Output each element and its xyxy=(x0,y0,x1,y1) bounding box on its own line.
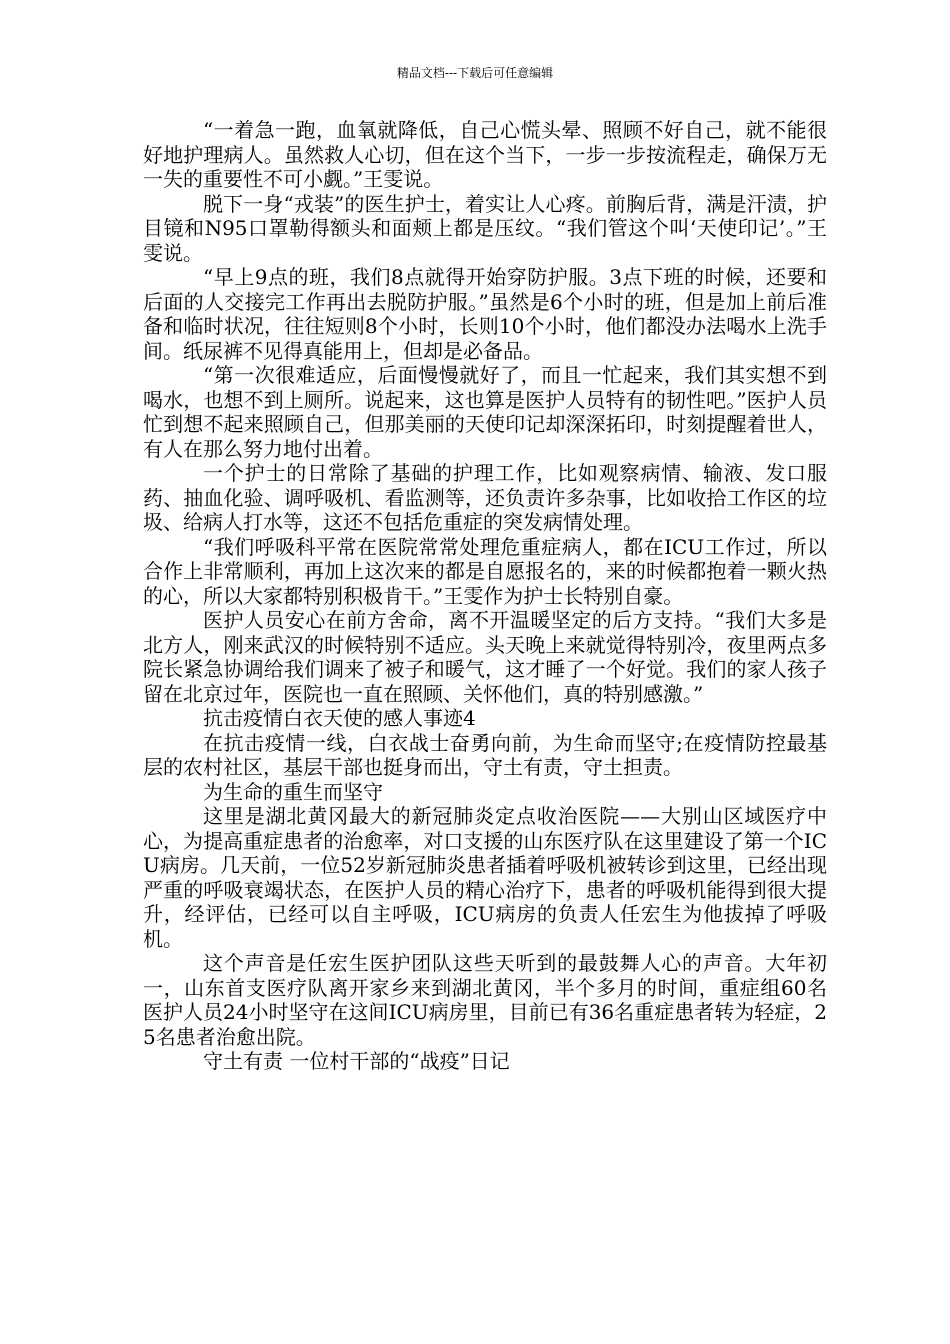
document-body xyxy=(143,118,827,1074)
section-heading: 抗击疫情白衣天使的感人事迹4 xyxy=(203,706,476,730)
paragraph: 这里是湖北黄冈最大的新冠肺炎定点收治医院——大别山区域医疗中心，为提高重症患者的治愈率，对口支援的山东医疗队在这里建设了第一个ICU病房。几天前，一位52岁新冠肺炎患者插着呼吸机被转诊到这里，已经出现严重的呼吸衰竭状态，在医护人员的精心治疗下，患者的呼吸机能得到很大提升，经评估，已经可以自主呼吸，ICU病房的负责人任宏生为他拔掉了呼吸机。 xyxy=(143,804,827,951)
section-heading: 守土有责 一位村干部的“战疫”日记 xyxy=(203,1049,510,1073)
paragraph: 医护人员安心在前方舍命，离不开温暖坚定的后方支持。“我们大多是北方人，刚来武汉的时候特别不适应。头天晚上来就觉得特别冷，夜里两点多院长紧急协调给我们调来了被子和暖气，这才睡了一个好觉。我们的家人孩子留在北京过年，医院也一直在照顾、关怀他们，真的特别感激。” xyxy=(143,608,827,706)
paragraph: “早上9点的班，我们8点就得开始穿防护服。3点下班的时候，还要和后面的人交接完工作再出去脱防护服。”虽然是6个小时的班，但是加上前后准备和临时状况，往往短则8个小时，长则10个小时，他们都没办法喝水上洗手间。纸尿裤不见得真能用上，但却是必备品。 xyxy=(143,265,827,363)
paragraph: “一着急一跑，血氧就降低，自己心慌头晕、照顾不好自己，就不能很好地护理病人。虽然救人心切，但在这个当下，一步一步按流程走，确保万无一失的重要性不可小觑。”王雯说。 xyxy=(143,118,827,191)
page-header: 精品文档---下载后可任意编辑 xyxy=(396,66,554,80)
paragraph: 脱下一身“戎装”的医生护士，着实让人心疼。前胸后背，满是汗渍，护目镜和N95口罩勒得额头和面颊上都是压纹。“我们管这个叫‘天使印记’。”王雯说。 xyxy=(143,191,827,265)
paragraph: 一个护士的日常除了基础的护理工作，比如观察病情、输液、发口服药、抽血化验、调呼吸机、看监测等，还负责许多杂事，比如收拾工作区的垃圾、给病人打水等，这还不包括危重症的突发病情处理。 xyxy=(143,461,827,534)
section-heading: 为生命的重生而坚守 xyxy=(203,779,383,804)
paragraph: “第一次很难适应，后面慢慢就好了，而且一忙起来，我们其实想不到喝水，也想不到上厕所。说起来，这也算是医护人员特有的韧性吧。”医护人员忙到想不起来照顾自己，但那美丽的天使印记却深深拓印，时刻提醒着世人，有人在那么努力地付出着。 xyxy=(143,363,827,461)
paragraph: “我们呼吸科平常在医院常常处理危重症病人，都在ICU工作过，所以合作上非常顺利，再加上这次来的都是自愿报名的，来的时候都抱着一颗火热的心，所以大家都特别积极肯干。”王雯作为护士长特别自豪。 xyxy=(143,534,827,608)
paragraph: 在抗击疫情一线，白衣战士奋勇向前，为生命而坚守;在疫情防控最基层的农村社区，基层干部也挺身而出，守土有责，守土担责。 xyxy=(143,730,827,779)
paragraph: 这个声音是任宏生医护团队这些天听到的最鼓舞人心的声音。大年初一，山东首支医疗队离开家乡来到湖北黄冈，半个多月的时间，重症组60名医护人员24小时坚守在这间ICU病房里，目前已有36名重症患者转为轻症，25名患者治愈出院。 xyxy=(143,951,827,1049)
